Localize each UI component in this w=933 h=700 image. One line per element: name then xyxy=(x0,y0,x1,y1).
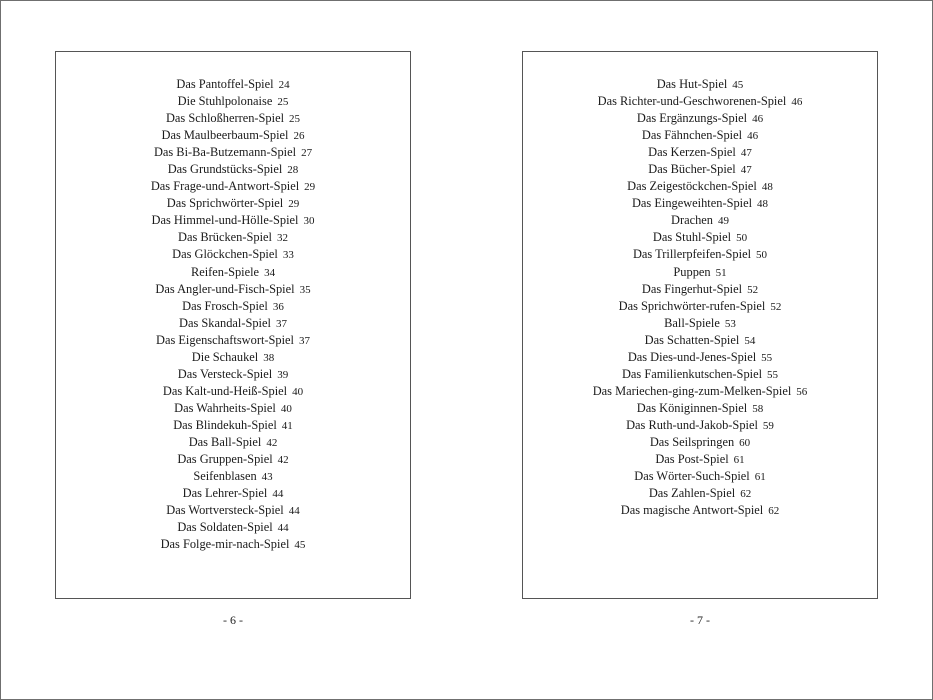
toc-entry xyxy=(56,127,410,144)
toc-entry-title: Das Glöckchen-Spiel xyxy=(172,247,278,262)
toc-entry xyxy=(56,400,410,417)
toc-entry xyxy=(523,434,877,451)
toc-entry-page: 27 xyxy=(301,147,313,160)
toc-entry xyxy=(56,366,410,383)
toc-entry xyxy=(523,417,877,434)
toc-entry-title: Das Angler-und-Fisch-Spiel xyxy=(155,281,295,296)
toc-entry-title: Das Brücken-Spiel xyxy=(178,230,272,245)
toc-entry xyxy=(56,434,410,451)
toc-entry-page: 40 xyxy=(292,385,304,398)
toc-entry-title: Das Eingeweihten-Spiel xyxy=(631,196,753,211)
toc-entry-page: 32 xyxy=(276,232,288,245)
toc-entry-page: 35 xyxy=(299,283,311,296)
toc-entry xyxy=(523,451,877,468)
toc-entry-page: 53 xyxy=(724,317,736,330)
toc-entry-title: Das Folge-mir-nach-Spiel xyxy=(160,537,290,552)
toc-entry-page: 50 xyxy=(736,232,748,245)
toc-list-left xyxy=(56,76,410,553)
toc-entry-page: 47 xyxy=(740,164,752,177)
toc-entry xyxy=(56,281,410,298)
toc-entry xyxy=(56,536,410,553)
toc-entry-title: Das Hut-Spiel xyxy=(656,77,728,91)
toc-entry-title: Das Fingerhut-Spiel xyxy=(641,281,743,296)
toc-entry-title: Das Stuhl-Spiel xyxy=(652,230,732,245)
toc-entry-title: Das Fähnchen-Spiel xyxy=(641,128,743,143)
toc-entry xyxy=(56,161,410,178)
toc-entry xyxy=(523,349,877,366)
toc-entry-page: 62 xyxy=(768,505,780,518)
toc-entry-page: 49 xyxy=(717,215,729,228)
toc-entry-page: 34 xyxy=(264,266,276,279)
toc-entry-title: Das Mariechen-ging-zum-Melken-Spiel xyxy=(592,383,792,398)
toc-entry-title: Das Maulbeerbaum-Spiel xyxy=(161,128,289,143)
toc-entry-title: Das Wortversteck-Spiel xyxy=(166,503,284,518)
toc-entry-page: 44 xyxy=(288,505,300,518)
toc-entry-title: Das Trillerpfeifen-Spiel xyxy=(632,247,752,262)
toc-entry-page: 46 xyxy=(747,130,759,143)
toc-entry-title: Das Frosch-Spiel xyxy=(182,298,268,313)
toc-entry-title: Drachen xyxy=(671,213,713,228)
toc-entry-title: Das Pantoffel-Spiel xyxy=(176,77,274,91)
toc-entry xyxy=(56,417,410,434)
toc-entry-page: 37 xyxy=(299,334,310,347)
toc-entry-page: 46 xyxy=(752,113,764,126)
toc-entry xyxy=(56,315,410,332)
toc-entry-title: Die Schaukel xyxy=(191,349,259,364)
toc-entry-title: Das Skandal-Spiel xyxy=(179,315,271,330)
toc-entry-page: 40 xyxy=(280,402,292,415)
toc-entry-page: 41 xyxy=(281,419,293,432)
toc-entry-title: Das Post-Spiel xyxy=(655,452,729,467)
toc-entry-title: Das Sprichwörter-Spiel xyxy=(166,196,284,211)
toc-entry-page: 33 xyxy=(282,249,294,262)
toc-entry xyxy=(523,264,877,281)
toc-entry-title: Das Wahrheits-Spiel xyxy=(174,400,276,415)
toc-entry-title: Das Bi-Ba-Butzemann-Spiel xyxy=(153,145,297,160)
toc-entry-page: 61 xyxy=(733,454,745,467)
toc-entry-title: Das Kerzen-Spiel xyxy=(648,145,736,160)
toc-entry xyxy=(523,195,877,212)
toc-list-right xyxy=(523,76,877,519)
toc-entry-title: Das Soldaten-Spiel xyxy=(177,520,273,535)
toc-entry xyxy=(56,485,410,502)
toc-entry xyxy=(56,349,410,366)
page-number-right: - 7 - xyxy=(690,613,710,627)
toc-entry-page: 42 xyxy=(277,454,289,467)
toc-entry-title: Das Familienkutschen-Spiel xyxy=(621,366,763,381)
toc-entry-title: Das Ruth-und-Jakob-Spiel xyxy=(626,417,758,432)
toc-entry-page: 52 xyxy=(770,300,782,313)
toc-entry-title: Das Schatten-Spiel xyxy=(644,332,740,347)
toc-entry xyxy=(523,315,877,332)
toc-entry xyxy=(56,110,410,127)
toc-entry xyxy=(56,264,410,281)
toc-entry-page: 45 xyxy=(294,539,306,552)
toc-entry-page: 37 xyxy=(275,317,287,330)
toc-entry-page: 55 xyxy=(767,368,779,381)
toc-entry xyxy=(56,383,410,400)
toc-entry-page: 26 xyxy=(293,130,305,143)
toc-entry xyxy=(56,468,410,485)
toc-entry-title: Das Sprichwörter-rufen-Spiel xyxy=(618,298,766,313)
toc-entry-page: 43 xyxy=(261,471,273,484)
toc-entry xyxy=(523,212,877,229)
toc-entry xyxy=(523,502,877,519)
toc-entry-page: 29 xyxy=(304,181,316,194)
toc-entry-page: 61 xyxy=(754,471,766,484)
toc-entry xyxy=(56,195,410,212)
toc-entry-title: Das Dies-und-Jenes-Spiel xyxy=(627,349,757,364)
toc-entry xyxy=(56,502,410,519)
toc-entry-page: 45 xyxy=(732,79,744,91)
page-number-left: - 6 - xyxy=(223,613,243,627)
toc-entry xyxy=(523,383,877,400)
toc-entry-page: 28 xyxy=(287,164,299,177)
toc-entry-page: 51 xyxy=(715,266,727,279)
toc-entry xyxy=(56,229,410,246)
toc-entry-title: Das Blindekuh-Spiel xyxy=(173,417,277,432)
toc-entry-title: Das Seilspringen xyxy=(649,434,735,449)
toc-entry xyxy=(523,144,877,161)
toc-entry xyxy=(523,468,877,485)
toc-entry-page: 24 xyxy=(278,79,290,91)
toc-entry xyxy=(56,519,410,536)
toc-entry-title: Das Ball-Spiel xyxy=(188,434,262,449)
toc-entry-title: Ball-Spiele xyxy=(664,315,720,330)
toc-entry-page: 62 xyxy=(740,488,752,501)
toc-entry-title: Das Königinnen-Spiel xyxy=(636,400,748,415)
toc-entry-title: Das Wörter-Such-Spiel xyxy=(634,469,750,484)
toc-entry-title: Das Eigenschaftswort-Spiel xyxy=(156,332,294,347)
toc-entry xyxy=(56,76,410,93)
toc-entry-title: Das Bücher-Spiel xyxy=(648,162,736,177)
toc-entry-title: Das Richter-und-Geschworenen-Spiel xyxy=(597,94,787,109)
toc-entry-title: Das Lehrer-Spiel xyxy=(182,486,268,501)
toc-entry xyxy=(523,110,877,127)
toc-entry xyxy=(523,400,877,417)
toc-entry-title: Das Kalt-und-Heiß-Spiel xyxy=(162,383,288,398)
toc-entry xyxy=(523,485,877,502)
toc-entry-page: 25 xyxy=(277,96,289,109)
toc-entry-title: Seifenblasen xyxy=(193,469,257,484)
toc-entry xyxy=(56,246,410,263)
toc-entry-page: 36 xyxy=(272,300,284,313)
toc-entry xyxy=(56,332,410,349)
toc-entry-page: 25 xyxy=(289,113,301,126)
toc-entry xyxy=(523,178,877,195)
right-page xyxy=(522,51,878,599)
toc-entry xyxy=(56,178,410,195)
toc-entry-page: 60 xyxy=(739,436,751,449)
toc-entry xyxy=(56,451,410,468)
toc-entry-title: Das Schloßherren-Spiel xyxy=(165,111,285,126)
toc-entry-title: Das Grundstücks-Spiel xyxy=(167,162,283,177)
toc-entry-page: 30 xyxy=(303,215,315,228)
toc-entry-page: 38 xyxy=(263,351,275,364)
toc-entry-page: 29 xyxy=(288,198,300,211)
toc-entry xyxy=(56,93,410,110)
toc-entry-title: Reifen-Spiele xyxy=(190,264,260,279)
toc-entry-page: 44 xyxy=(272,488,284,501)
toc-entry-page: 39 xyxy=(277,368,289,381)
toc-entry-title: Die Stuhlpolonaise xyxy=(177,94,273,109)
toc-entry-title: Das Ergänzungs-Spiel xyxy=(636,111,748,126)
toc-entry xyxy=(523,93,877,110)
toc-entry-title: Puppen xyxy=(673,264,711,279)
toc-entry-page: 44 xyxy=(277,522,289,535)
toc-entry xyxy=(56,212,410,229)
toc-entry-page: 52 xyxy=(747,283,759,296)
toc-entry xyxy=(523,281,877,298)
toc-entry-page: 42 xyxy=(266,436,278,449)
toc-entry-page: 58 xyxy=(752,402,764,415)
left-page xyxy=(55,51,411,599)
toc-entry-title: Das magische Antwort-Spiel xyxy=(620,503,764,518)
toc-entry xyxy=(523,332,877,349)
toc-entry-title: Das Frage-und-Antwort-Spiel xyxy=(150,179,300,194)
toc-entry-page: 54 xyxy=(744,334,756,347)
toc-entry xyxy=(523,76,877,93)
toc-entry xyxy=(523,366,877,383)
toc-entry-page: 55 xyxy=(761,351,773,364)
toc-entry-page: 47 xyxy=(740,147,752,160)
toc-entry-title: Das Zahlen-Spiel xyxy=(648,486,736,501)
toc-entry xyxy=(523,127,877,144)
toc-entry-page: 48 xyxy=(757,198,769,211)
toc-entry-title: Das Gruppen-Spiel xyxy=(177,452,273,467)
toc-entry-page: 46 xyxy=(791,96,803,109)
toc-entry-title: Das Versteck-Spiel xyxy=(177,366,273,381)
toc-entry xyxy=(56,298,410,315)
toc-entry xyxy=(56,144,410,161)
toc-entry-page: 59 xyxy=(762,419,774,432)
toc-entry xyxy=(523,161,877,178)
toc-entry xyxy=(523,229,877,246)
toc-entry-title: Das Himmel-und-Hölle-Spiel xyxy=(151,213,299,228)
toc-entry-page: 50 xyxy=(756,249,768,262)
toc-entry-title: Das Zeigestöckchen-Spiel xyxy=(627,179,757,194)
toc-entry xyxy=(523,298,877,315)
toc-entry xyxy=(523,246,877,263)
toc-entry-page: 56 xyxy=(796,385,808,398)
toc-entry-page: 48 xyxy=(761,181,773,194)
